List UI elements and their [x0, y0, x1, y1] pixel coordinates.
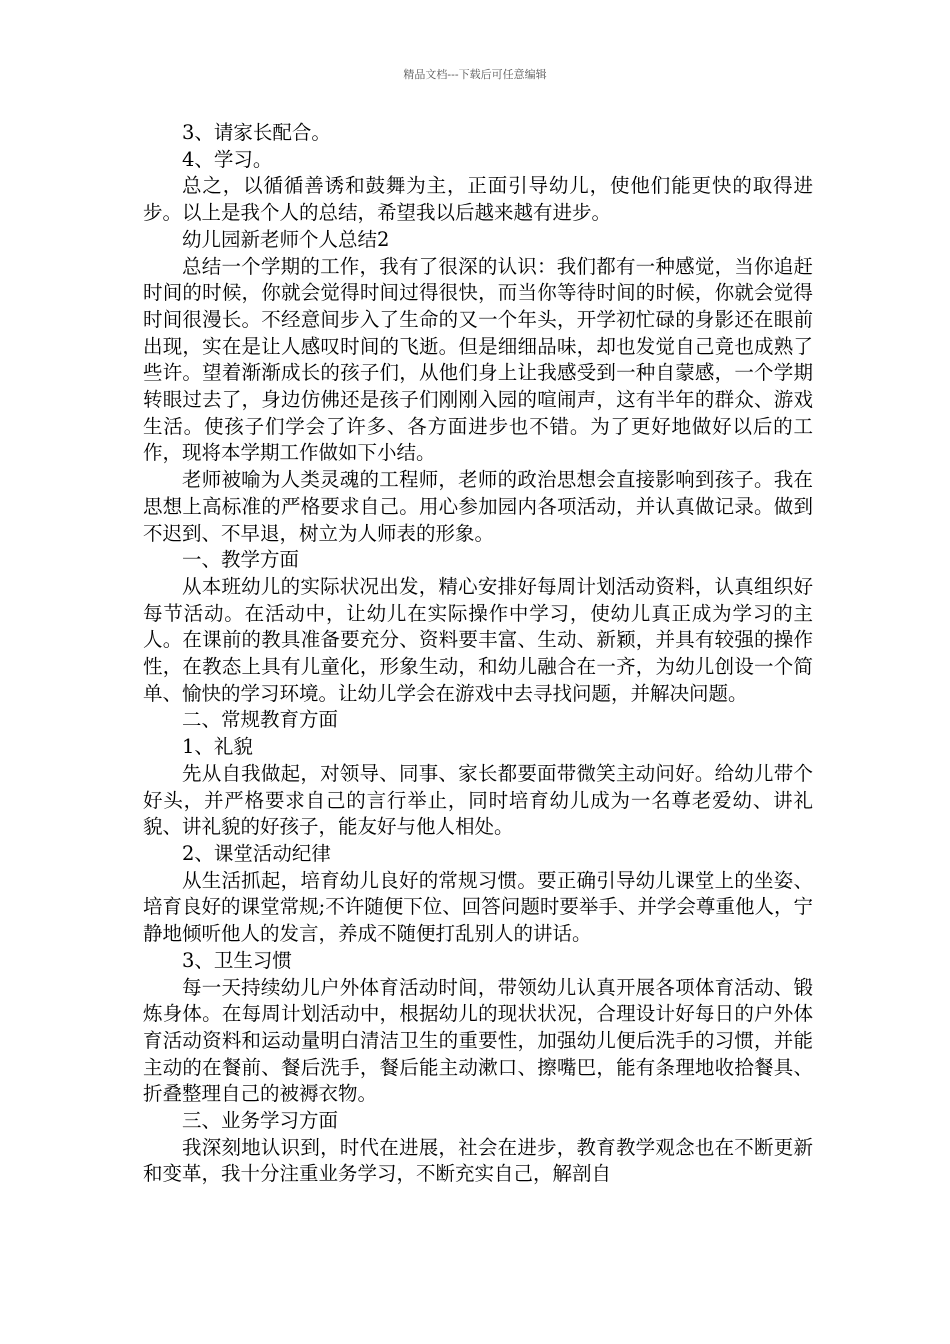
subheading-hygiene: 3、卫生习惯	[182, 948, 292, 972]
heading-routine: 二、常规教育方面	[182, 708, 339, 732]
header-watermark: 精品文档---下载后可任意编辑	[403, 68, 547, 81]
heading-teaching: 一、教学方面	[182, 548, 300, 572]
heading-study: 三、业务学习方面	[182, 1109, 339, 1133]
paragraph-1: 3、请家长配合。	[182, 121, 331, 144]
paragraph-6: 老师被喻为人类灵魂的工程师，老师的政治思想会直接影响到孩子。我在思想上高标准的严格要求自己。用心参加园内各项活动，并认真做记录。做到不迟到、不早退，树立为人师表的形象。	[143, 468, 813, 545]
paragraph-17: 我深刻地认识到，时代在进展，社会在进步，教育教学观念也在不断更新和变革，我十分注重业务学习，不断充实自己，解剖自	[143, 1135, 813, 1186]
document-body	[143, 120, 813, 1188]
paragraph-3: 总之，以循循善诱和鼓舞为主，正面引导幼儿，使他们能更快的取得进步。以上是我个人的总结，希望我以后越来越有进步。	[143, 174, 813, 225]
paragraph-2: 4、学习。	[182, 147, 273, 171]
subheading-discipline: 2、课堂活动纪律	[182, 841, 331, 865]
subheading-manners: 1、礼貌	[182, 735, 253, 759]
paragraph-11: 先从自我做起，对领导、同事、家长都要面带微笑主动问好。给幼儿带个好头，并严格要求自己的言行举止，同时培育幼儿成为一名尊老爱幼、讲礼貌、讲礼貌的好孩子，能友好与他人相处。	[143, 761, 813, 839]
paragraph-5: 总结一个学期的工作，我有了很深的认识：我们都有一种感觉，当你追赶时间的时候，你就会觉得时间过得很快，而当你等待时间的时候，你就会觉得时间很漫长。不经意间步入了生命的又一个年头，开学初忙碌的身影还在眼前出现，实在是让人感叹时间的飞逝。但是细细品味，却也发觉自己竟也成熟了些许。望着渐渐成长的孩子们，从他们身上让我感受到一种自蒙感，一个学期转眼过去了，身边仿佛还是孩子们刚刚入园的喧闹声，这有半年的群众、游戏生活。使孩子们学会了许多、各方面进步也不错。为了更好地做好以后的工作，现将本学期工作做如下小结。	[143, 254, 813, 465]
paragraph-8: 从本班幼儿的实际状况出发，精心安排好每周计划活动资料，认真组织好每节活动。在活动中，让幼儿在实际操作中学习，使幼儿真正成为学习的主人。在课前的教具准备要充分、资料要丰富、生动、新颖，并具有较强的操作性，在教态上具有儿童化，形象生动，和幼儿融合在一齐，为幼儿创设一个简单、愉快的学习环境。让幼儿学会在游戏中去寻找问题，并解决问题。	[143, 574, 813, 705]
paragraph-13: 从生活抓起，培育幼儿良好的常规习惯。要正确引导幼儿课堂上的坐姿、培育良好的课堂常规;不许随便下位、回答问题时要举手、并学会尊重他人，宁静地倾听他人的发言，养成不随便打乱别人的讲话。	[143, 868, 813, 946]
section-title: 幼儿园新老师个人总结2	[182, 227, 390, 251]
paragraph-15: 每一天持续幼儿户外体育活动时间，带领幼儿认真开展各项体育活动、锻炼身体。在每周计划活动中，根据幼儿的现状状况，合理设计好每日的户外体育活动资料和运动量明白清洁卫生的重要性，加强幼儿便后洗手的习惯，并能主动的在餐前、餐后洗手，餐后能主动漱口、擦嘴巴，能有条理地收拾餐具、折叠整理自己的被褥衣物。	[143, 975, 813, 1106]
